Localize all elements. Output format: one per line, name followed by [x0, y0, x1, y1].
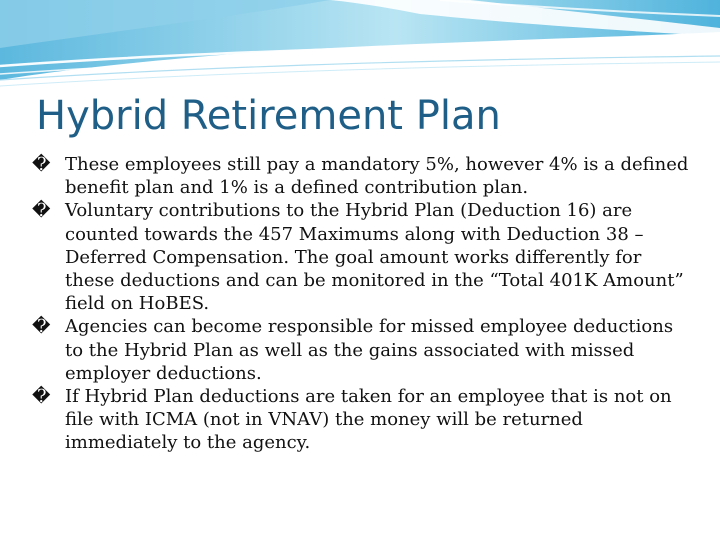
bullet-marker: �: [32, 316, 51, 338]
header-wave-decoration: [0, 0, 720, 90]
bullet-item: [32, 199, 692, 315]
bullet-item: [32, 153, 692, 199]
bullet-marker: �: [32, 386, 51, 408]
bullet-text: These employees still pay a mandatory 5%, however 4% is a defined benefit plan and 1% is a defined contribution plan.: [65, 154, 689, 199]
bullet-text: Voluntary contributions to the Hybrid Plan (Deduction 16) are counted towards the 457 Maximums along with Deduction 38 – Deferred Compensation. The goal amount works differently for these deductions and can be monitored in the “Total 401K Amount” field on HoBES.: [65, 200, 684, 315]
bullet-marker: �: [32, 200, 51, 222]
bullet-item: [32, 385, 692, 455]
bullet-marker: �: [32, 154, 51, 175]
bullet-item: [32, 315, 692, 385]
slide-title: Hybrid Retirement Plan: [36, 93, 501, 139]
bullet-text: Agencies can become responsible for missed employee deductions to the Hybrid Plan as well as the gains associated with missed employer deductions.: [65, 316, 674, 384]
bullet-text: If Hybrid Plan deductions are taken for an employee that is not on file with ICMA (not in VNAV) the money will be returned immediately to the agency.: [65, 386, 672, 454]
bullet-list: [32, 153, 692, 455]
